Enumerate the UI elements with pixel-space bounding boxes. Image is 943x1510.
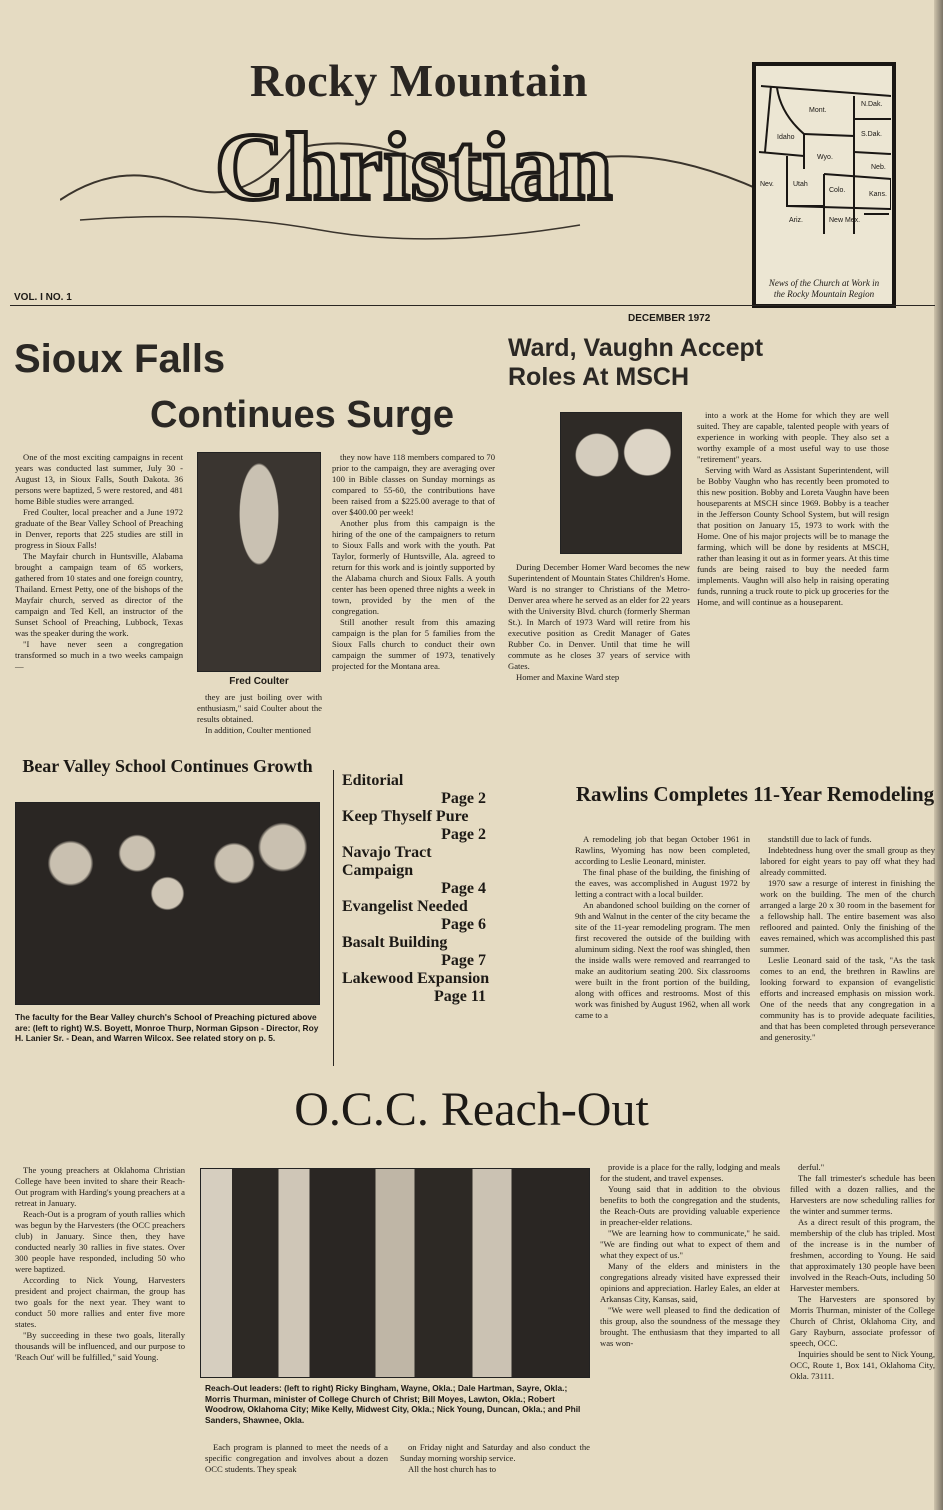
occ-column-3: [400, 1442, 590, 1475]
paragraph: An abandoned school building on the corner of 9th and Walnut in the center of the city became the site of the 11-year remodeling program. The men first recovered the outside of the building with aluminum siding. Next the roof was shingled, then the inside walls were removed and rearranged to make an auditorium seating 200. Six classrooms were built in the front portion of the building, along with offices and restrooms. Most of this work was finished by August 1962, when all work came to a: [575, 900, 750, 1020]
index-item[interactable]: [342, 934, 490, 970]
paragraph: The Mayfair church in Huntsville, Alabama brought a campaign team of 65 workers, gathered from 10 states and one foreign country, Thailand. Ernest Petty, one of the bishops of the Mayfair church, served as director of the campaign and Ted Kell, an instructor of the Sunset School of Preaching, Lubbock, Texas was the speaker during the work.: [15, 551, 183, 638]
states-map-icon: [759, 74, 891, 244]
map-caption: News of the Church at Work in the Rocky Mountain Region: [768, 278, 880, 299]
volume-number: VOL. I NO. 1: [14, 292, 72, 303]
index-title: Keep Thyself Pure: [342, 808, 469, 825]
ward-column-2: [697, 410, 889, 608]
index-page: Page 11: [434, 988, 486, 1005]
paragraph: The fall trimester's schedule has been filled with a dozen rallies, and the Harvesters are now scheduling rallies for the winter and summer terms.: [790, 1173, 935, 1216]
paragraph: into a work at the Home for which they are well suited. They are capable, talented people with years of experience in working with people. They also set a worthy example of a most useful way to use those "retirement" years.: [697, 410, 889, 464]
map-label: S.Dak.: [861, 131, 883, 138]
index-item[interactable]: [342, 772, 490, 808]
map-label: Utah: [793, 181, 808, 188]
map-label: Kans.: [869, 191, 887, 198]
index-title: Basalt Building: [342, 934, 448, 951]
paragraph: The Harvesters are sponsored by Morris Thurman, minister of the College Church of Christ, Oklahoma City, and Gary Rayburn, associate professor of speech, OCC.: [790, 1294, 935, 1348]
photo-caption-bear-valley: The faculty for the Bear Valley church's School of Preaching pictured above are: (left to right) W.S. Boyett, Monroe Thurp, Norman Gipson - Director, Roy H. Lanier Sr. - Dean, and Warren Wilcox. See related story on p. 5.: [15, 1012, 319, 1043]
paragraph: Leslie Leonard said of the task, "As the task comes to an end, the brethren in Rawlins are looking forward to expansion of evangelistic efforts and increased emphasis on mission work. One of the needs that any congregation in a community has is to provide adequate facilities, and that has been completed through perseverance and generosity.": [760, 955, 935, 1042]
issue-date: DECEMBER 1972: [628, 313, 711, 324]
index-page: Page 2: [441, 826, 486, 843]
paragraph: Inquiries should be sent to Nick Young, OCC, Route 1, Box 141, Oklahoma City, Okla. 73111.: [790, 1349, 935, 1381]
headline-rawlins: Rawlins Completes 11-Year Remodeling: [575, 782, 935, 806]
index-item[interactable]: [342, 844, 490, 898]
index-page: Page 7: [441, 952, 486, 969]
paragraph: Serving with Ward as Assistant Superintendent, will be Bobby Vaughn who has recently been promoted to this new position. Bobby and Loreta Vaughn have been houseparents at MSCH since 1969. Bobby is a teacher in the Jefferson County School System, but will resign that position on January 15, 1973 to work with the Home. One of his major projects will be to manage the farming, which will be done by residents at MSCH, rather than leasing it out as in former years. At this time funds are being raised to buy the needed farm implements. Vaughn will also help in raising operating funds, running a truck route to pick up groceries for the Home, and will continue as a houseparent.: [697, 465, 889, 607]
paragraph: Reach-Out is a program of youth rallies which was begun by the Harvesters (the OCC preachers club) in January. Since then, they have conducted nearly 30 rallies in five states. Over 300 people have responded, including 50 who were baptized.: [15, 1209, 185, 1274]
headline-continues-surge: Continues Surge: [150, 394, 455, 436]
paragraph: standstill due to lack of funds.: [768, 834, 872, 844]
index-page: Page 2: [441, 790, 486, 807]
headline-ward-vaughn: Ward, Vaughn Accept Roles At MSCH: [508, 334, 764, 391]
headline-occ-reach-out: O.C.C. Reach-Out: [294, 1083, 649, 1136]
sioux-column-2: [197, 692, 322, 736]
paragraph: Fred Coulter, local preacher and a June 1972 graduate of the Bear Valley School of Preaching in Denver, reports that 225 studies are still in progress in Sioux Falls!: [15, 507, 183, 550]
map-label: Neb.: [871, 164, 886, 171]
paragraph: Many of the elders and ministers in the congregations already visited have expressed their opinions and appreciation. Harley Eales, an elder at Arkansas City, Kansas, said,: [600, 1261, 780, 1304]
rawlins-column-2: [760, 834, 935, 1043]
map-label: Colo.: [829, 187, 846, 194]
index-item[interactable]: [342, 970, 490, 1006]
headline-sioux-falls: Sioux Falls: [14, 337, 226, 381]
map-label: Ariz.: [789, 217, 803, 224]
photo-caption-fred-coulter: Fred Coulter: [229, 676, 289, 687]
index-page: Page 6: [441, 916, 486, 933]
map-label: Mont.: [809, 107, 827, 114]
map-label: Idaho: [777, 134, 795, 141]
paragraph: "We were well pleased to find the dedication of this group, also the soundness of the message they brought. The enthusiasm that they imparted to all was won-: [600, 1305, 780, 1348]
paragraph: "We are learning how to communicate," he said. "We are finding out what to expect of them and what they expect of us.": [600, 1228, 780, 1260]
paragraph: One of the most exciting campaigns in recent years was conducted last summer, July 30 - August 13, in Sioux Falls, South Dakota. 36 persons were baptized, 5 were restored, and 481 home Bible studies were arranged.: [15, 452, 183, 506]
paragraph: provide is a place for the rally, lodging and meals for the student, and travel expenses.: [600, 1162, 780, 1183]
paragraph: Another plus from this campaign is the hiring of the one of the campaigners to return to Sioux Falls and work with the youth. Pat Taylor, formerly of Huntsville, Ala. agreed to return for this work and is jointly supported by the Alabama church and Sioux Falls. A youth center has been opened three nights a week in town, provided by the men of the congregation.: [332, 518, 495, 616]
paragraph: Homer and Maxine Ward step: [516, 672, 620, 682]
paragraph: "I have never seen a congregation transformed so much in a two weeks campaign —: [15, 639, 183, 671]
paragraph: As a direct result of this program, the membership of the club has tripled. Most of the increase is in the number of freshmen, according to Young. He said that approximately 130 people have been involved in the Reach-Outs, including 50 Harvester members.: [790, 1217, 935, 1293]
paragraph: According to Nick Young, Harvesters president and project chairman, the group has two goals for the next year. They want to conduct 50 more rallies and enter five more states.: [15, 1275, 185, 1329]
paragraph: The final phase of the building, the finishing of the eaves, was accomplished in August 1972 by letting a contract with a local builder.: [575, 867, 750, 899]
masthead-christian: Christian: [215, 113, 614, 220]
map-label: N.Dak.: [861, 101, 883, 108]
photo-caption-reach-out: Reach-Out leaders: (left to right) Ricky Bingham, Wayne, Okla.; Dale Hartman, Sayre, Okla.; Morris Thurman, minister of College Church of Christ; Bill Moyes, Lawton, Okla.; Robert Woodrow, Oklahoma City; Mike Kelly, Midwest City, Okla.; Nick Young, Duncan, Okla.; and Phil Sanders, Shawnee, Okla.: [205, 1383, 581, 1425]
paragraph: derful.": [798, 1162, 825, 1172]
index-box: [333, 770, 490, 1066]
map-label: New Mex.: [829, 217, 861, 224]
sioux-column-1: [15, 452, 183, 672]
occ-column-5: [790, 1162, 935, 1382]
paragraph: During December Homer Ward becomes the new Superintendent of Mountain States Children's Home. Ward is no stranger to Christians of the Metro-Denver area where he served as an elder for 22 years with the University Blvd. church (formerly Sherman St.). In March of 1973 Ward will retire from his executive position as Credit Manager of Gates Rubber Co. in Denver. Until that time he will commute as he closes 37 years of service with Gates.: [508, 562, 690, 671]
masthead-rocky-mountain: Rocky Mountain: [250, 55, 588, 106]
index-page: Page 4: [441, 880, 486, 897]
index-item[interactable]: [342, 808, 490, 844]
photo-fred-coulter: [197, 452, 321, 672]
paragraph: on Friday night and Saturday and also conduct the Sunday morning worship service.: [400, 1442, 590, 1463]
index-title: Editorial: [342, 772, 404, 789]
page-edge: [934, 0, 943, 1510]
index-title: Navajo Tract Campaign: [342, 844, 432, 879]
paragraph: In addition, Coulter mentioned: [205, 725, 311, 735]
paragraph: All the host church has to: [408, 1464, 497, 1474]
paragraph: "By succeeding in these two goals, literally thousands will be influenced, and our purpose to 'Reach Out' will be fulfilled," said Young.: [15, 1330, 185, 1362]
masthead-rule: [10, 305, 935, 306]
photo-bear-valley-faculty: [15, 802, 320, 1005]
sioux-column-3: [332, 452, 495, 672]
photo-reach-out-leaders: [200, 1168, 590, 1378]
paragraph: they are just boiling over with enthusiasm," said Coulter about the results obtained.: [197, 692, 322, 724]
occ-column-2: [205, 1442, 388, 1475]
paragraph: Still another result from this amazing campaign is the plan for 5 families from the Sioux Falls church to conduct their own campaign the summer of 1973, tenatively projected for the Montana area.: [332, 617, 495, 671]
photo-homer-maxine-ward: [560, 412, 682, 554]
paragraph: The young preachers at Oklahoma Christian College have been invited to share their Reach-Out program with Harding's young preachers at a retreat in January.: [15, 1165, 185, 1208]
index-title: Lakewood Expansion: [342, 970, 490, 987]
index-title: Evangelist Needed: [342, 898, 468, 915]
headline-bear-valley: Bear Valley School Continues Growth: [22, 756, 313, 776]
paragraph: Young said that in addition to the obvious benefits to both the congregation and the students, the Reach-Outs are providing valuable experience in preacher-elder relations.: [600, 1184, 780, 1227]
paragraph: Each program is planned to meet the needs of a specific congregation and involves about a dozen OCC students. They speak: [205, 1442, 388, 1474]
index-item[interactable]: [342, 898, 490, 934]
map-label: Nev.: [760, 181, 774, 188]
paragraph: A remodeling job that began October 1961 in Rawlins, Wyoming has now been completed, according to Leslie Leonard, minister.: [575, 834, 750, 866]
region-map: [752, 62, 896, 308]
occ-column-4: [600, 1162, 780, 1349]
occ-column-1: [15, 1165, 185, 1363]
paragraph: Indebtedness hung over the small group as they labored for eight years to pay off what they had already committed.: [760, 845, 935, 877]
ward-column-1: [508, 562, 690, 683]
rawlins-column-1: [575, 834, 750, 1021]
paragraph: 1970 saw a resurge of interest in finishing the work on the building. The men of the church arranged a large 20 x 30 room in the basement for a fellowship hall. The entire basement was also refloored and painted. Only the finishing of the eaves remained, which was accomplished this past summer.: [760, 878, 935, 954]
map-label: Wyo.: [817, 154, 833, 161]
paragraph: they now have 118 members compared to 70 prior to the campaign, they are averaging over 100 in Bible classes on Sunday mornings as compared to 55-60, the contributions have been raised from a $225.00 average to that of over $400.00 per week!: [332, 452, 495, 517]
